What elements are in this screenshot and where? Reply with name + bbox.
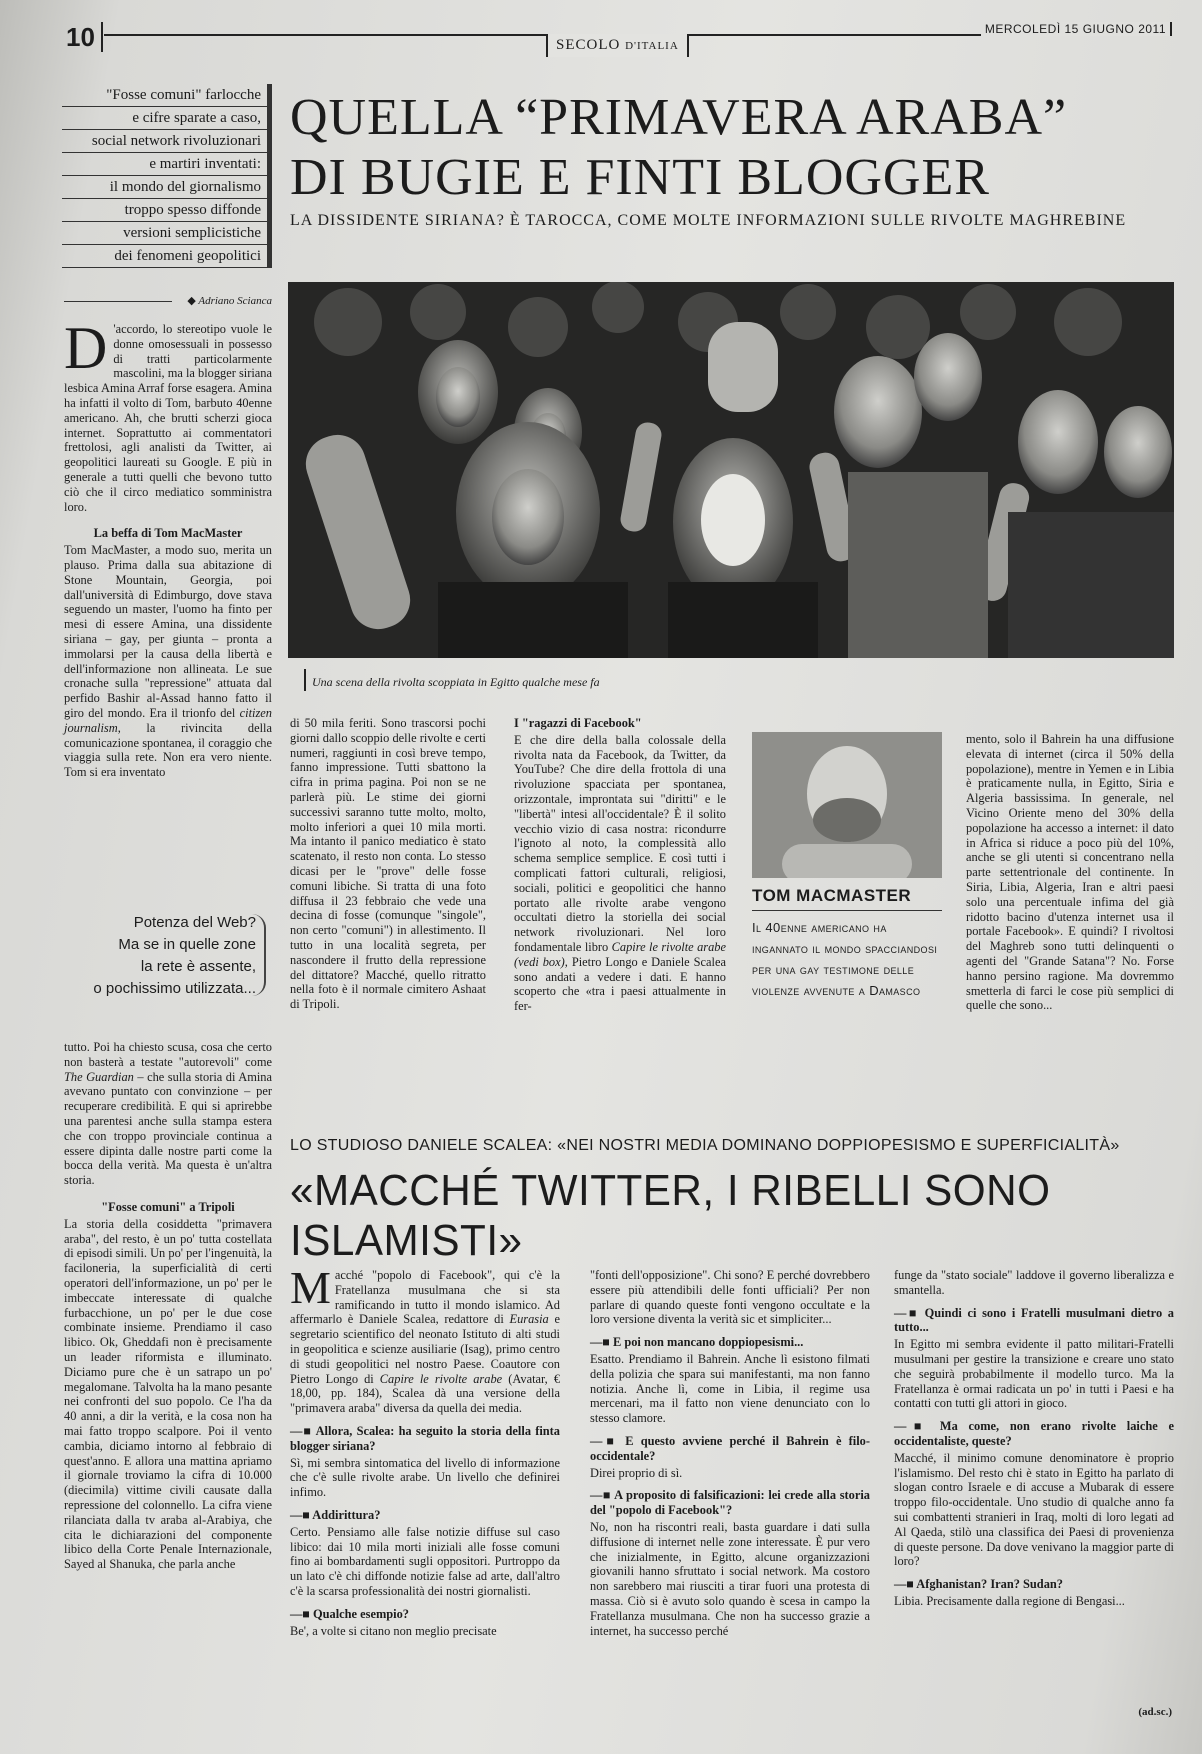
interview-column-3 xyxy=(894,1268,1174,1611)
intro-text: e segretario scientifico del neonato Istituto di alti studi in geopolitica e scienze ausiliarie (Isag), primo centro di studi geopolitici nel nostro Paese. Coautore con Pietro Longo di xyxy=(290,1312,560,1386)
portrait-illustration xyxy=(752,732,942,878)
paragraph xyxy=(514,733,726,1014)
interview-question: —■ A proposito di falsificazioni: lei crede alla storia del "popolo di Facebook"? xyxy=(590,1488,870,1518)
interview-question: —■ Qualche esempio? xyxy=(290,1606,410,1621)
emphasis: citizen journalism xyxy=(64,705,272,735)
subheading: "Fosse comuni" a Tripoli xyxy=(101,1199,235,1214)
question-text: Addirittura? xyxy=(312,1507,381,1522)
headline xyxy=(290,88,1170,208)
article-column-4 xyxy=(966,732,1174,1015)
paragraph xyxy=(64,1040,272,1188)
kicker-line: e cifre sparate a caso, xyxy=(62,107,272,130)
interview-kicker: LO STUDIOSO DANIELE SCALEA: «NEI NOSTRI MEDIA DOMINANO DOPPIOPESISMO E SUPERFICIALITÀ» xyxy=(290,1137,1120,1154)
interview-column-1 xyxy=(290,1262,561,1640)
author-name: Adriano Scianca xyxy=(198,295,272,307)
paragraph: La storia della cosiddetta "primavera araba", del resto, è un po' tutta costellata di episodi simili. Un po' per l'ingenuità, la faciloneria, la superficialità di certi operatori dell'informazione, un po' per le imbeccate interessate di qualche furbacchione, un po' per le due cose combinate insieme. Prendiamo il caso libico. Ok, Gheddafi non è precisamente un leader riformista e illuminato. Diciamo pure che è un satrapo un po' megalomane. Talvolta ha la mano pesante nei confronti del suo popolo. Ce l'ha da 40 anni, a dir la verità, e la cosa non ha mai fatto troppo scalpore. Poi il vento cambia, diciamo intorno al febbraio di quest'anno. E allora una mattina apriamo il giornale troviamo la cifra di 10.000 (diecimila) vittime civili causate dalla repressione del colonnello. La cifra viene rilanciata dalla tv araba al-Arabiya, che cita le dichiarazioni del componente libico della Corte Penale Internazionale, Sayed al Shanuka, che parla anche xyxy=(64,1216,272,1572)
question-text: Afghanistan? Iran? Sudan? xyxy=(916,1577,1063,1592)
emphasis: Capire le rivolte arabe xyxy=(379,1371,503,1386)
question-text: E questo avviene perché il Bahrein è filo-occidentale? xyxy=(590,1433,870,1463)
article-column-1 xyxy=(64,315,272,782)
interview-answer: In Egitto mi sembra evidente il patto militari-Fratelli musulmani per gestire la transizione e creare uno stato che seguirà probabilmente il modello turco. Ma la Fratellanza è ormai radicata un po' in tutti i Paesi e ha contatti con tutti gli attori in gioco. xyxy=(894,1337,1174,1411)
question-text: Qualche esempio? xyxy=(312,1606,410,1621)
paragraph-text: , Pietro Longo e Daniele Scalea sono andati a vedere i dati. E hanno scoperto che «tra i paesi attualmente in fer- xyxy=(514,954,726,1014)
article-column-3 xyxy=(514,716,726,1016)
interview-answer: Be', a volte si citano non meglio precisate xyxy=(290,1623,497,1638)
interview-question: —■ E questo avviene perché il Bahrein è filo-occidentale? xyxy=(590,1433,870,1463)
kicker-line: versioni semplicistiche xyxy=(62,222,272,245)
portrait-caption-box xyxy=(752,886,942,1001)
masthead-suffix: D'ITALIA xyxy=(625,40,679,52)
author-signature: (ad.sc.) xyxy=(1138,1706,1172,1718)
paragraph xyxy=(64,543,272,780)
pull-quote xyxy=(56,912,256,1000)
interview-answer: Libia. Precisamente dalla regione di Bengasi... xyxy=(894,1593,1125,1608)
interview-answer: Esatto. Prendiamo il Bahrein. Anche lì esistono filmati della polizia che spara sui manifestanti, ma non fanno notizia. Anche lì, come in Libia, il regime usa mercenari, ma il fatto non viene denunciato con lo stesso clamore. xyxy=(590,1351,870,1426)
masthead xyxy=(546,34,689,57)
dateline: MERCOLEDÌ 15 GIUGNO 2011 xyxy=(981,22,1172,36)
pull-quote-line: Potenza del Web? xyxy=(133,914,256,931)
question-text: Ma come, non erano rivolte laiche e occidentaliste, queste? xyxy=(894,1419,1174,1448)
masthead-name: SECOLO xyxy=(556,37,621,53)
question-text: Quindi ci sono i Fratelli musulmani dietro a tutto... xyxy=(894,1305,1174,1335)
pull-quote-line: Ma se in quelle zone xyxy=(118,936,256,953)
interview-intro xyxy=(290,1262,561,1416)
protest-photo-illustration xyxy=(288,282,1174,658)
article-column-1-continued xyxy=(64,1040,272,1574)
paragraph-text: E che dire della balla colossale della rivolta nata da Facebook, da Twitter, da YouTube? Che dire della frottola di una rivoluzione spacciata per spontanea, orizzontale, improntata sui "diritti" e le "libertà" intesi all'occidentale? È il solito vecchio vizio di casa nostra: ricondurre l'ignoto al noto, la complessità allo schema semplice semplice. E così tutti i complicati fattori culturali, religiosi, sociali, politici e geopolitici che hanno portato alle rivolte arabe vengono occultati dietro la storiella dei social network rivoluzionari. Nel loro fondamentale libro xyxy=(514,732,726,954)
interview-column-2 xyxy=(590,1268,870,1640)
question-text: Allora, Scalea: ha seguito la storia della finta blogger siriana? xyxy=(290,1423,560,1453)
portrait-description: Il 40enne americano ha ingannato il mondo spacciandosi per una gay testimone delle violenze avvenute a Damasco xyxy=(752,920,938,998)
interview-question: —■ Ma come, non erano rivolte laiche e occidentaliste, queste? xyxy=(894,1419,1174,1448)
portrait-name: TOM MACMASTER xyxy=(752,886,942,911)
interview-headline: «MACCHÉ TWITTER, I RIBELLI SONO ISLAMISTI» xyxy=(290,1166,1051,1265)
interview-answer: Direi proprio di sì. xyxy=(590,1465,683,1480)
protest-photo xyxy=(288,282,1174,658)
intro-text: (Avatar, € 18,00, pp. 184), Scalea dà una versione della "primavera araba" diversa da quella dei media. xyxy=(290,1371,561,1416)
page-number: 10 xyxy=(66,22,103,52)
drop-cap: D xyxy=(64,315,108,381)
photo-caption: Una scena della rivolta scoppiata in Egitto qualche mese fa xyxy=(312,675,600,689)
page-header xyxy=(60,22,1172,52)
article-column-2 xyxy=(290,716,486,1014)
kicker-box xyxy=(62,84,272,268)
drop-cap: M xyxy=(290,1262,331,1313)
interview-question: —■ Allora, Scalea: ha seguito la storia della finta blogger siriana? xyxy=(290,1423,560,1453)
interview-question: —■ Afghanistan? Iran? Sudan? xyxy=(894,1577,1063,1592)
paragraph: mento, solo il Bahrein ha una diffusione elevata di internet (circa il 50% della popolazione), mentre in Yemen e in Libia è praticamente nulla, in Egitto, Siria e Algeria bassissima. In generale, nel Vicino Oriente meno del 30% della popolazione ha accesso a internet: il dato in Africa si riduce a poco più del 10%, anche se gli utenti si concentrano nella parte settentrionale del continente. In Siria, Libia, Algeria, Iran e altri paesi solo una percentuale infima del già ridotto bacino d'utenza internet usa il portale Facebook». E quindi? I rivoltosi del Maghreb sono tutti delinquenti o agenti del "Grande Satana"? No. Forse hanno persino ragione. Ma dovremmo smetterla di farci le cose più semplici di quelle che sono... xyxy=(966,732,1174,1013)
subheading: I "ragazzi di Facebook" xyxy=(514,716,642,730)
paragraph-text: Tom MacMaster, a modo suo, merita un plauso. Prima dalla sua abitazione di Stone Mountain, Georgia, poi dall'università di Edimburgo, dove stava seguendo un master, l'uomo ha finto per mesi di essere Amina, una dissidente siriana – gay, per giunta – pronta a immolarsi per la causa della libertà e dell'informazione non allineata. Le sue cronache sulla "repressione" attuata dal perfido Bashir al-Assad hanno fatto il giro del mondo. Era il trionfo del xyxy=(64,543,272,720)
interview-answer: Macché, il minimo comune denominatore è proprio l'islamismo. Del resto chi è stato in Egitto ha parlato di slogan contro Israele e di accuse a Mubarak di essere troppo filo-occidentale. Uno studio di qualche anno fa sui combattenti stranieri in Iraq, molti di loro legati ad Al Qaeda, stilò una classifica dei Paesi di provenienza di queste persone. Da dove venivano la maggior parte di loro? xyxy=(894,1450,1174,1569)
interview-answer: Certo. Pensiamo alle false notizie diffuse sul caso libico: dai 10 mila morti iniziali alle fosse comuni fino ai bombardamenti sugli oppositori. Purtroppo da un lato c'è chi diffonde notizie false ad arte, dall'altro c'è la scarsa professionalità dei nostri giornalisti. xyxy=(290,1524,560,1598)
subheadline: LA DISSIDENTE SIRIANA? È TAROCCA, COME MOLTE INFORMAZIONI SULLE RIVOLTE MAGHREBINE xyxy=(290,212,1127,229)
subheading: La beffa di Tom MacMaster xyxy=(93,526,243,541)
paragraph-text: tutto. Poi ha chiesto scusa, cosa che certo non basterà a testate "autorevoli" come xyxy=(64,1040,272,1069)
pull-quote-line: o pochissimo utilizzata... xyxy=(93,980,256,997)
paragraph: di 50 mila feriti. Sono trascorsi pochi giorni dallo scoppio delle rivolte e certi numeri, raggiunti in così breve tempo, fanno impressione. Tutti sbattono la cifra in prima pagina. Poi non se ne parlerà più. Le stime dei giorni successivi saranno tutte molto, molto, molto inferiori a quei 10 mila morti. Ma intanto il panico mediatico è stato scatenato, il resto non conta. Lo stesso dicasi per le "prove" delle fosse comuni libiche. Si tratta di una foto diffusa il 23 febbraio che vede una decina di fosse (comunque "singole", non certo "comuni") in allestimento. Il tutto in una località segreta, per nascondere il frutto della repressione del dittatore? Macché, quello ritratto nella foto è il normale cimitero Ashaat di Tripoli. xyxy=(290,716,486,1012)
headline-line-1: QUELLA “PRIMAVERA ARABA” xyxy=(290,89,1068,146)
paragraph-text: – che sulla storia di Amina avevano puntato con convinzione – per recuperare credibilità. E qui si aprirebbe una parentesi anche sulla stampa estera che con troppo provinciale continua a essere dipinta dalle nostre parti come la bocca della verità. Ma questa è un'altra storia. xyxy=(64,1069,272,1188)
interview-answer: funge da "stato sociale" laddove il governo liberalizza e smantella. xyxy=(894,1268,1174,1297)
interview-answer: "fonti dell'opposizione". Chi sono? E perché dovrebbero essere più attendibili delle fonti ufficiali? Per non parlare di quando queste fonti vengono occultate e la loro versione diventa la verità sic et simpliciter... xyxy=(590,1268,870,1327)
kicker-line: "Fosse comuni" farlocche xyxy=(62,84,272,107)
article-intro xyxy=(64,315,272,514)
emphasis: The Guardian xyxy=(64,1069,134,1084)
emphasis: Eurasia xyxy=(509,1312,549,1327)
brace-decoration xyxy=(252,914,266,996)
interview-answer: No, non ha riscontri reali, basta guardare i dati sulla diffusione di internet nelle zone interessate. È pur vero che inizialmente, in Egitto, alcune organizzazioni giovanili hanno sfruttato i social network. Ma costoro non sarebbero mai riusciti a tirar fuori una protesta di massa. Ciò si è avuto solo quando è scesa in campo la Fratellanza musulmana. Che non ha successo grazie a internet, ha successo perché xyxy=(590,1519,870,1638)
kicker-line: troppo spesso diffonde xyxy=(62,199,272,222)
interview-question: —■ E poi non mancano doppiopesismi... xyxy=(590,1335,804,1350)
portrait-photo xyxy=(752,732,942,878)
intro-text: 'accordo, lo stereotipo vuole le donne omosessuali in possesso di tratti particolarmente mascolini, ma la blogger siriana lesbica Amina Arraf forse esagera. Amina ha infatti il volto di Tom, barbuto 40enne americano. Ah, che brutti scherzi gioca internet. Soprattutto ai commentatori frettolosi, agli analisti da Twitter, ai geopolitici laureati su Google. E più in generale a tutti quelli che bevono tutto ciò che il circo mediatico somministra loro. xyxy=(64,322,272,514)
paragraph-text: , la rivincita della comunicazione spontanea, il coraggio che viaggia sulla rete. Non era vero niente. Tom si era inventato xyxy=(64,720,272,780)
headline-line-2: DI BUGIE E FINTI BLOGGER xyxy=(290,149,990,206)
byline: ◆ Adriano Scianca xyxy=(64,294,272,307)
question-text: E poi non mancano doppiopesismi... xyxy=(612,1335,804,1350)
interview-question: —■ Quindi ci sono i Fratelli musulmani dietro a tutto... xyxy=(894,1305,1174,1335)
question-text: A proposito di falsificazioni: lei crede alla storia del "popolo di Facebook"? xyxy=(590,1488,870,1518)
kicker-line: il mondo del giornalismo xyxy=(62,176,272,199)
kicker-line: e martiri inventati: xyxy=(62,153,272,176)
interview-answer: Sì, mi sembra sintomatica del livello di informazione che c'è sulle rivolte arabe. Un livello che definirei infimo. xyxy=(290,1455,560,1500)
kicker-line: dei fenomeni geopolitici xyxy=(62,245,272,268)
intro-text: acché "popolo di Facebook", qui c'è la Fratellanza musulmana che si sta ramificando in tutto il mondo islamico. Ad affermarlo è Daniele Scalea, redattore di xyxy=(290,1268,560,1327)
interview-question: —■ Addirittura? xyxy=(290,1507,381,1522)
kicker-line: social network rivoluzionari xyxy=(62,130,272,153)
pull-quote-line: la rete è assente, xyxy=(140,958,256,975)
emphasis: Capire le rivolte arabe (vedi box) xyxy=(514,939,726,969)
